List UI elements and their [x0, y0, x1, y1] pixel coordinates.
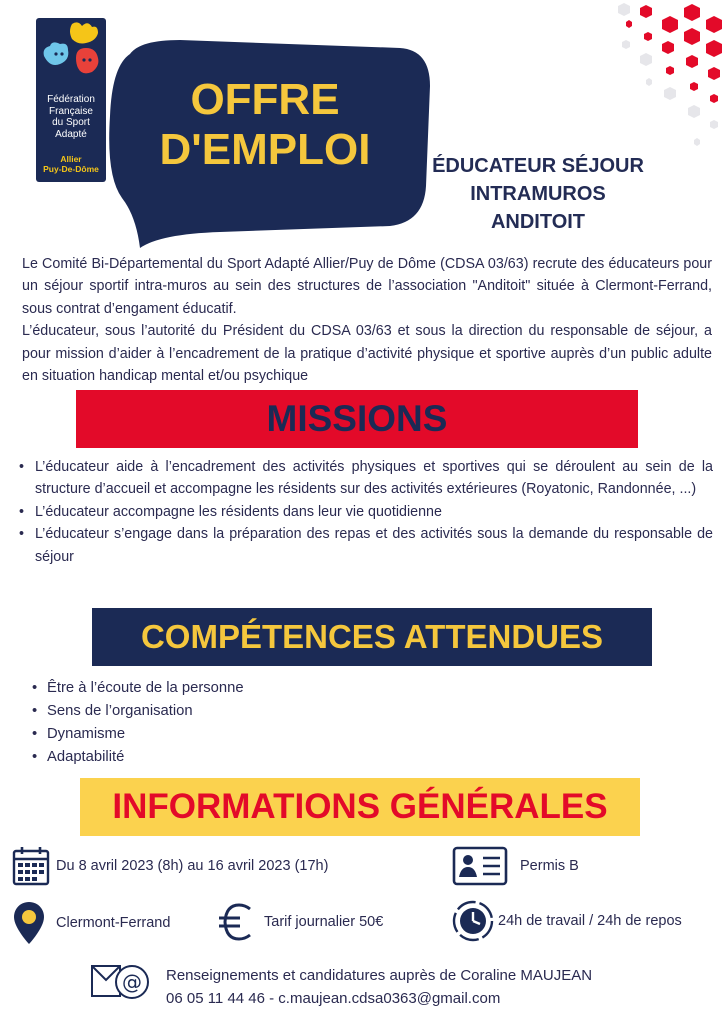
- contact-line-1: Renseignements et candidatures auprès de Coraline MAUJEAN: [166, 967, 593, 984]
- list-item: • L’éducateur accompagne les résidents dans leur vie quotidienne: [19, 501, 713, 523]
- list-item: • L’éducateur aide à l’encadrement des activités physiques et sportives qui se déroulent au sein de la structure d’accueil et accompagne les résidents sur des activités extérieures (Royatonic, Randonnée, ...): [19, 456, 713, 501]
- calendar-icon: [12, 846, 50, 886]
- offer-title: OFFRE D'EMPLOI: [159, 75, 371, 174]
- list-item: • Sens de l’organisation: [32, 700, 432, 723]
- ffsa-logo: [36, 18, 106, 182]
- list-item: • Être à l’écoute de la personne: [32, 677, 432, 700]
- missions-banner: [76, 390, 638, 448]
- contact-email-icon: [90, 962, 152, 1006]
- rate-info: [218, 902, 383, 942]
- intro-paragraph-2: L’éducateur, sous l’autorité du Président du CDSA 03/63 et sous la direction du responsable de séjour, a pour mission d’aider à l’encadrement de la pratique d’activité physique et sportive auprès d’un public adulte en situation handicap mental et/ou psychique: [22, 323, 712, 385]
- location-pin-icon: [12, 900, 46, 946]
- competences-title: COMPÉTENCES ATTENDUES: [140, 618, 604, 655]
- contact-line-2[interactable]: 06 05 11 44 46 - c.maujean.cdsa0363@gmail.com: [166, 990, 501, 1007]
- location-info: [12, 900, 170, 946]
- job-title: ÉDUCATEUR SÉJOUR INTRAMUROS ANDITOIT: [432, 155, 644, 233]
- list-item: • L’éducateur s’engage dans la préparation des repas et des activités sous la demande du responsable de séjour: [19, 523, 713, 568]
- location-text: Clermont-Ferrand: [56, 915, 171, 931]
- infos-banner: [80, 778, 640, 836]
- competences-banner: [92, 608, 652, 666]
- infos-title: INFORMATIONS GÉNÉRALES: [112, 787, 608, 826]
- contact-info: [166, 964, 706, 1010]
- permit-info: [452, 846, 579, 886]
- dates-text: Du 8 avril 2023 (8h) au 16 avril 2023 (17h): [56, 858, 329, 874]
- intro-paragraph-1: Le Comité Bi-Départemental du Sport Adapté Allier/Puy de Dôme (CDSA 03/63) recrute des éducateurs pour un séjour sportif intra-muros au sein des structures de l’association "Anditoit" située à Clermont-Ferrand, sous contrat d’engament éducatif.: [22, 256, 712, 317]
- missions-list: [19, 456, 713, 568]
- list-item: • Dynamisme: [32, 723, 432, 746]
- rate-text: Tarif journalier 50€: [264, 914, 384, 930]
- euro-icon: [218, 902, 256, 942]
- clock-icon: [450, 898, 496, 944]
- id-card-icon: [452, 846, 508, 886]
- schedule-info: [450, 898, 682, 944]
- missions-title: MISSIONS: [266, 398, 448, 439]
- permit-text: Permis B: [520, 858, 579, 874]
- intro-text: [22, 253, 712, 387]
- logo-text: Fédération Française du Sport Adapté: [47, 94, 95, 140]
- competences-list: [32, 677, 432, 769]
- list-item: • Adaptabilité: [32, 746, 432, 769]
- hands-logo-icon: [36, 18, 106, 88]
- dates-info: [12, 846, 328, 886]
- svg-text:@: @: [122, 970, 142, 994]
- schedule-text: 24h de travail / 24h de repos: [498, 913, 682, 929]
- logo-department: Allier Puy-De-Dôme: [43, 154, 99, 174]
